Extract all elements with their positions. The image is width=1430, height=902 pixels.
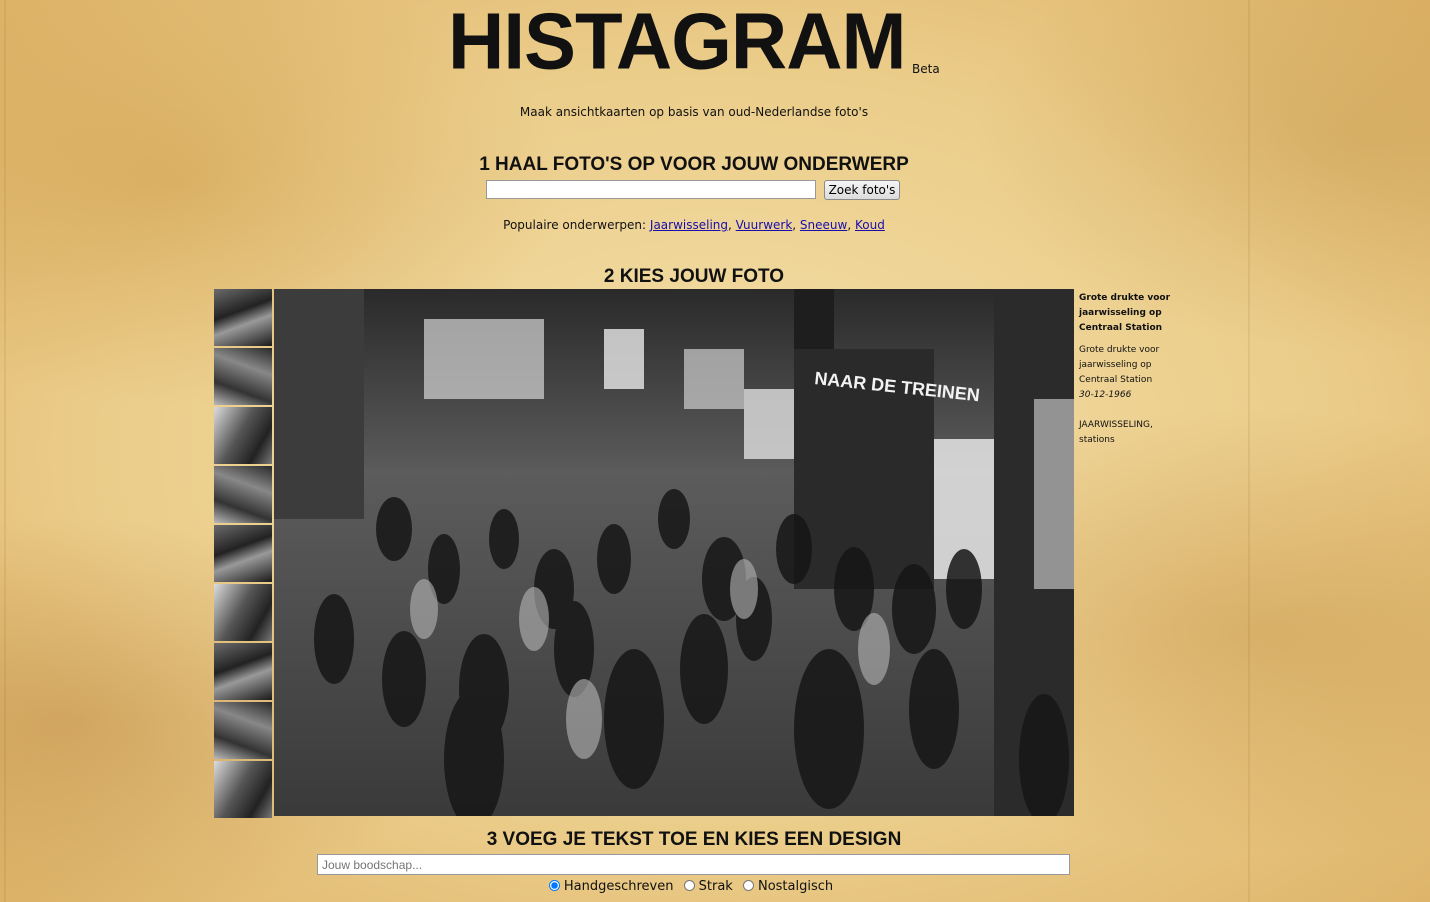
photo-description: Grote drukte voor jaarwisseling op Centraal Station (1079, 345, 1160, 385)
design-options (0, 879, 1388, 894)
paper-crease (4, 0, 6, 902)
message-input[interactable] (317, 854, 1070, 875)
site-title: HISTAGRAM (448, 0, 906, 86)
train-sign: NAAR DE TREINEN (813, 368, 981, 406)
step3-heading: 3 VOEG JE TEKST TOE EN KIES EEN DESIGN (486, 829, 902, 850)
design-option-nostalgisch[interactable]: Nostalgisch (743, 879, 833, 894)
selected-photo[interactable] (274, 289, 1074, 816)
photo-thumbnail[interactable] (214, 289, 272, 346)
popular-topics: Populaire onderwerpen: Jaarwisseling, Vuurwerk, Sneeuw, Koud (503, 218, 885, 232)
topic-link-sneeuw[interactable]: Sneeuw (799, 218, 848, 232)
design-radio-strak[interactable] (684, 880, 695, 891)
step2-heading: 2 KIES JOUW FOTO (603, 266, 785, 287)
beta-badge: Beta (912, 62, 940, 76)
search-button[interactable]: Zoek foto's (824, 180, 900, 200)
station-crowd-photo (274, 289, 1074, 816)
design-option-handgeschreven[interactable]: Handgeschreven (549, 879, 674, 894)
design-radio-handgeschreven[interactable] (549, 880, 560, 891)
tagline: Maak ansichtkaarten op basis van oud-Nederlandse foto's (519, 105, 869, 119)
photo-thumbnail[interactable] (214, 643, 272, 700)
design-option-strak[interactable]: Strak (684, 879, 733, 894)
site-logo[interactable] (448, 0, 906, 86)
thumbnail-strip (214, 289, 272, 820)
topic-link-koud[interactable]: Koud (854, 218, 885, 232)
photo-thumbnail[interactable] (214, 702, 272, 759)
paper-crease (1248, 0, 1250, 902)
search-input[interactable] (486, 180, 816, 199)
step1-heading: 1 HAAL FOTO'S OP VOOR JOUW ONDERWERP (479, 154, 909, 175)
photo-thumbnail[interactable] (214, 525, 272, 582)
photo-thumbnail[interactable] (214, 466, 272, 523)
photo-date: 30-12-1966 (1079, 390, 1132, 400)
photo-thumbnail[interactable] (214, 761, 272, 818)
popular-label: Populaire onderwerpen: (503, 218, 647, 232)
photo-title: Grote drukte voor jaarwisseling op Centraal Station (1079, 293, 1171, 333)
photo-thumbnail[interactable] (214, 584, 272, 641)
topic-link-jaarwisseling[interactable]: Jaarwisseling (649, 218, 729, 232)
photo-info (1079, 291, 1179, 448)
topic-link-vuurwerk[interactable]: Vuurwerk (735, 218, 793, 232)
photo-thumbnail[interactable] (214, 407, 272, 464)
photo-tags: JAARWISSELING, stations (1079, 420, 1153, 445)
photo-thumbnail[interactable] (214, 348, 272, 405)
design-radio-nostalgisch[interactable] (743, 880, 754, 891)
